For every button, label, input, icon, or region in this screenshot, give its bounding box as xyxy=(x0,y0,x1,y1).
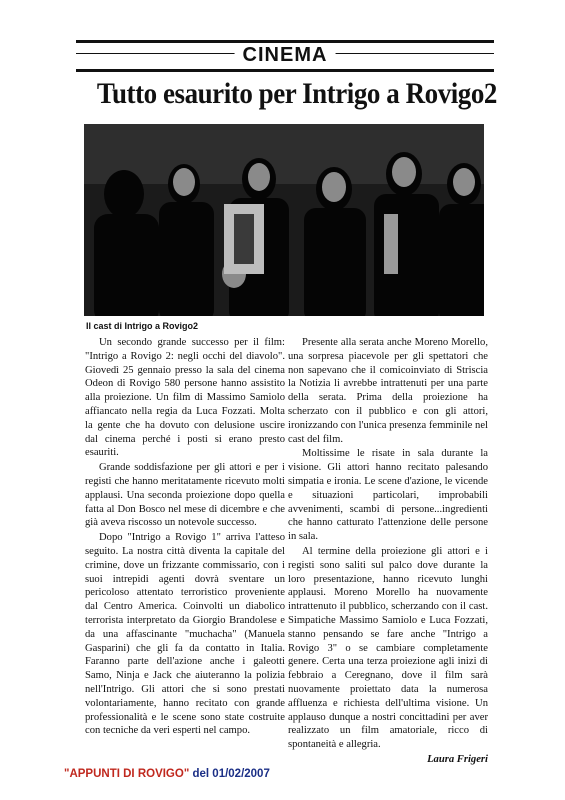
paragraph: Dopo "Intrigo a Rovigo 1" arriva l'atteso seguito. La nostra città diventa la capitale del crimine, dove un frizzante commissario, con i suoi intrepidi agenti dovrà sventare un pericoloso attentato terroristico proveniente dal Centro America. Coinvolti un diabolico terrorista interpretato da Giorgio Brandolese e da una affascinante "muchacha" (Manuela Gasparini) che gli fa da contatto in Italia. Faranno parte dell'azione anche i galeotti Samo, Ninja e Jack che aiuteranno la polizia nell'Intrigo. Gli attori che si sono prestati volontariamente, hanno recitato con grande professionalità e le scene sono state costruite con tecniche da veri esperti nel campo. xyxy=(85,532,285,737)
photo-caption: Il cast di Intrigo a Rovigo2 xyxy=(86,321,199,331)
paragraph: Grande soddisfazione per gli attori e per i registi che hanno meritatamente ricevuto molti applausi. Una seconda proiezione dopo quella fatta al Don Bosco nel mese di dicembre e che già aveva riscosso un notevole successo. xyxy=(85,462,285,529)
cast-photo xyxy=(84,124,484,316)
section-label: CINEMA xyxy=(235,44,336,66)
paragraph: Moltissime le risate in sala durante la visione. Gli attori hanno recitato palesando simpatia e ironia. Le scene d'azione, le vicende e situazioni particolari, improbabili avvenimenti, scambi di persone...ingredienti che hanno catturato l'attenzione delle persone in sala. xyxy=(288,448,488,543)
article-column-right xyxy=(288,336,488,768)
source-date: del 01/02/2007 xyxy=(192,768,270,780)
section-header xyxy=(76,40,494,72)
author-byline: Laura Frigeri xyxy=(427,753,488,765)
paragraph: Al termine della proiezione gli attori e i registi sono saliti sul palco dove durante la loro presentazione, hanno ricevuto lunghi applausi. Moreno Morello ha nuovamente intrattenuto il pubblico, scherzando con il cast. Simpatiche Massimo Samiolo e Luca Fozzati, stanno pensando se fare anche "Intrigo a Rovigo 3" o se cambiare completamente genere. Certa una terza proiezione agli inizi di febbraio a Ceregnano, dove il film sarà nuovamente proiettato data la numerosa affluenza e richiesta dell'ultima visione. Un applauso dunque a nostri concittadini per aver realizzato un film amatoriale, ricco di spontaneità e allegria. xyxy=(288,545,488,751)
source-footer xyxy=(64,768,270,780)
article-column-left xyxy=(85,336,285,739)
headline: Tutto esaurito per Intrigo a Rovigo2 xyxy=(96,77,497,110)
cast-photo-image xyxy=(84,124,484,316)
newspaper-clipping xyxy=(58,36,510,765)
source-name: "APPUNTI DI ROVIGO" xyxy=(64,768,190,780)
paragraph: Presente alla serata anche Moreno Morello, una sorpresa piacevole per gli spettatori che non sapevano che il comicoinviato di Striscia la Notizia li avrebbe intrattenuti per una parte della serata. Prima della proiezione ha scherzato con il pubblico e con gli attori, ironizzando con l'unica presenza femminile nel cast del film. xyxy=(288,337,488,445)
paragraph: Un secondo grande successo per il film: "Intrigo a Rovigo 2: negli occhi del diavolo". Giovedì 25 gennaio presso la sala del cinema Odeon di Rovigo 580 persone hanno assistito alla proiezione. Un film di Massimo Samiolo affiancato nella regia da Luca Fozzati. Molta la gente che ha dovuto con delusione uscire dal cinema perché i posti si erano presto esauriti. xyxy=(85,337,285,459)
